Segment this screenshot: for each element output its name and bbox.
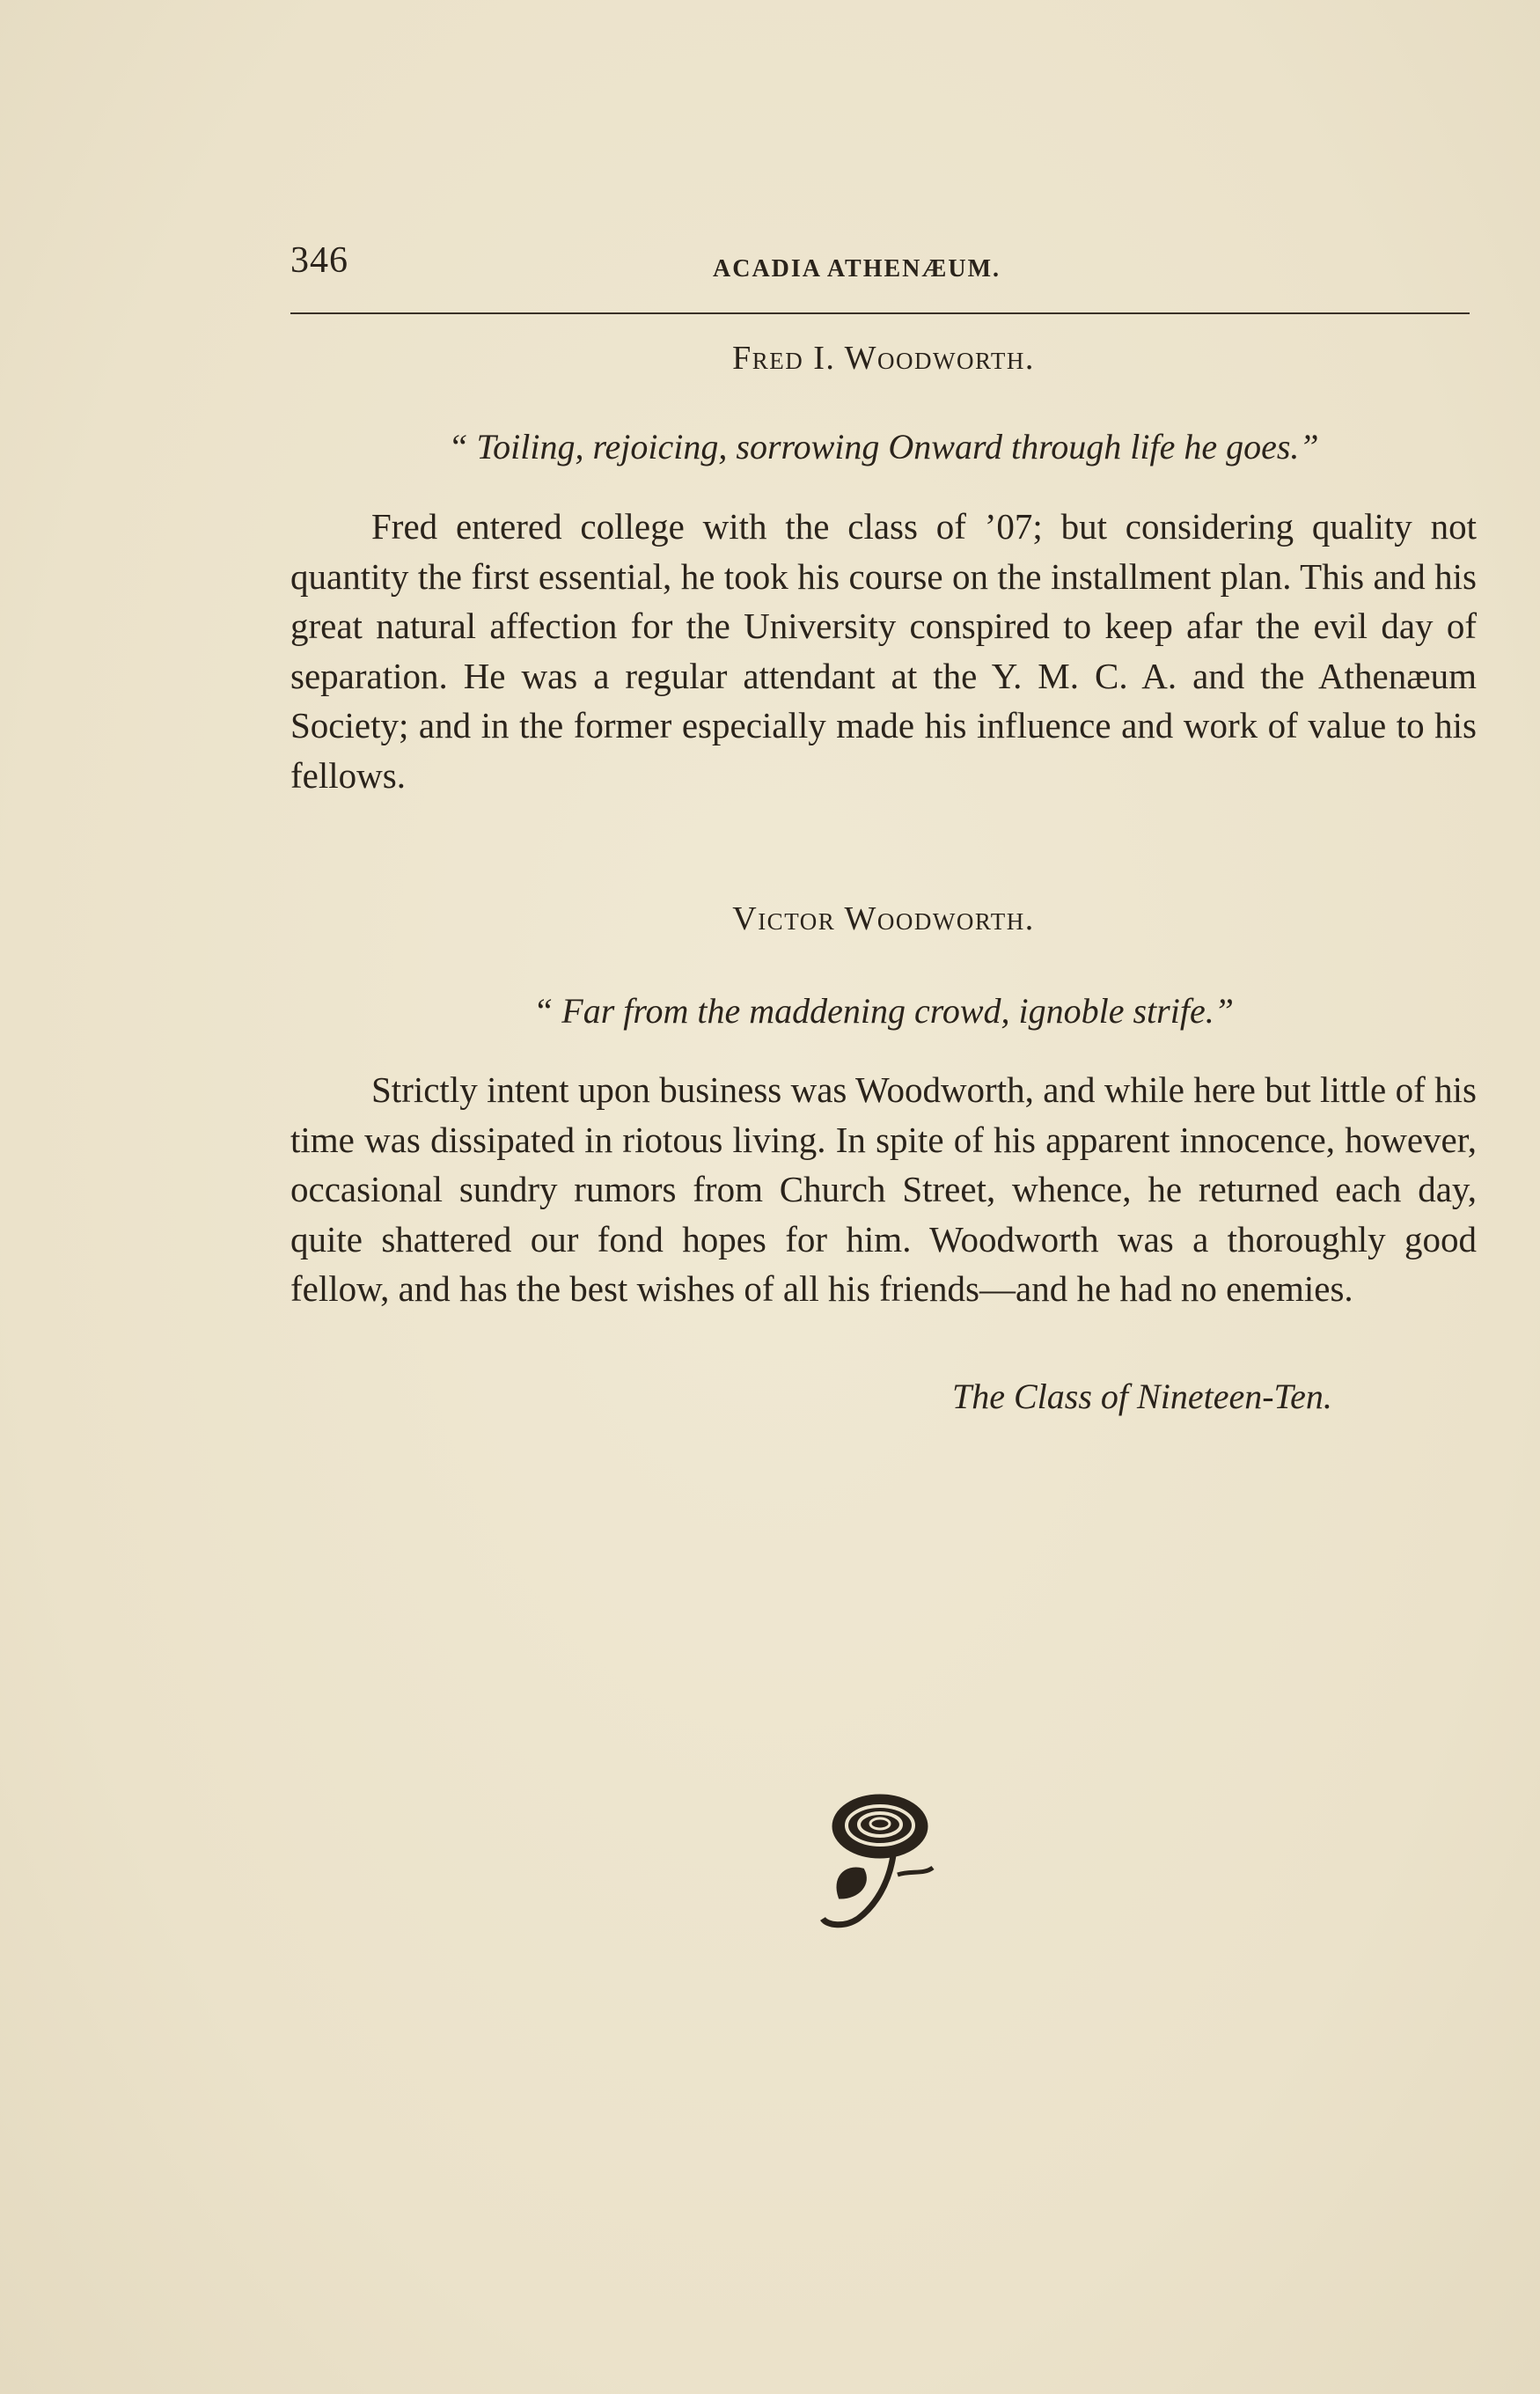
page-number: 346 (290, 240, 348, 281)
section-heading: Victor Woodworth. (732, 900, 1035, 937)
signature: The Class of Nineteen-Ten. (952, 1377, 1332, 1416)
epigraph: “ Far from the maddening crowd, ignoble strife.” (533, 991, 1234, 1031)
section-heading: Fred I. Woodworth. (732, 340, 1035, 377)
rose-ornament-icon (810, 1787, 950, 1936)
epigraph: “ Toiling, rejoicing, sorrowing Onward through life he goes.” (448, 427, 1319, 466)
section-fred-body (290, 502, 1477, 800)
section-victor-epigraph (290, 990, 1477, 1032)
page-header (290, 239, 1470, 292)
header-rule (290, 312, 1470, 314)
section-victor-body (290, 1065, 1477, 1314)
section-fred-woodworth (290, 339, 1477, 378)
body-paragraph: Strictly intent upon business was Woodworth, and while here but little of his time was dissipated in riotous living. In spite of his apparent innocence, however, occasional sundry rumors from Church Street, whence, he returned each day, quite shattered our fond hopes for him. Woodworth was a thoroughly good fellow, and has the best wishes of all his friends—and he had no enemies. (290, 1069, 1477, 1309)
section-victor-woodworth (290, 900, 1477, 938)
section-fred-epigraph (290, 426, 1477, 467)
body-paragraph: Fred entered college with the class of ’07; but considering quality not quantity the first essential, he took his course on the installment plan. This and his great natural affection for the University conspired to keep afar the evil day of separation. He was a regular attendant at the Y. M. C. A. and the Athenæum Society; and in the former especially made his influence and work of value to his fellows. (290, 506, 1477, 796)
running-head: ACADIA ATHENÆUM. (713, 255, 1001, 283)
